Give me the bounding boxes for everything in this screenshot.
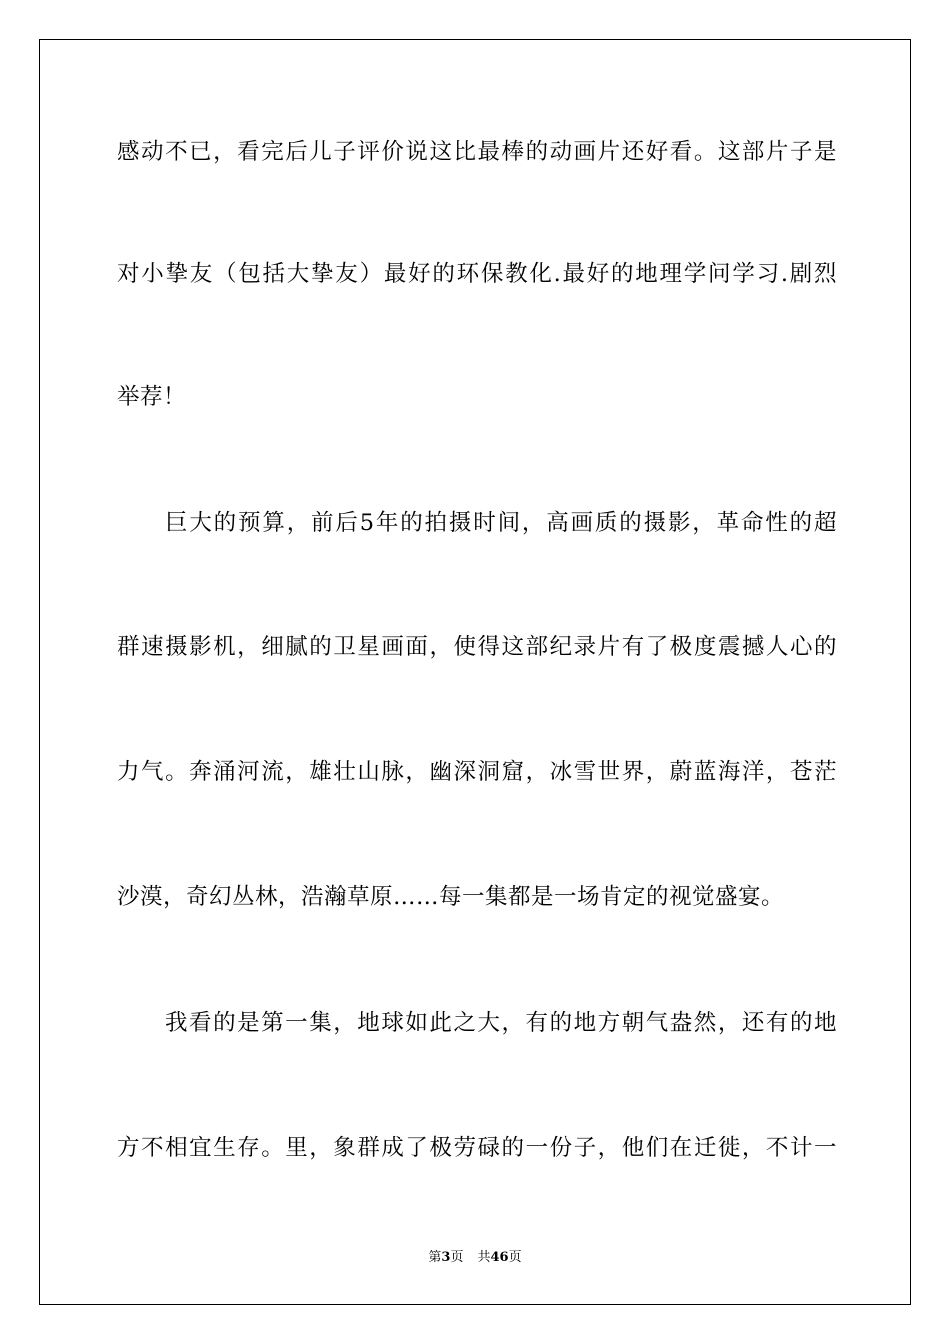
page-footer	[0, 1246, 950, 1265]
text-line: 力气。奔涌河流，雄壮山脉，幽深洞窟，冰雪世界，蔚蓝海洋，苍茫	[117, 759, 837, 785]
page-border	[39, 39, 911, 1305]
page-label-prefix: 第	[428, 1250, 442, 1265]
page-label-suffix: 页	[450, 1250, 464, 1265]
text-line: 方不相宜生存。里，象群成了极劳碌的一份子，他们在迁徙，不计一	[117, 1135, 837, 1161]
text-line: 我看的是第一集，地球如此之大，有的地方朝气盎然，还有的地	[165, 1010, 837, 1036]
text-line: 举荐！	[117, 384, 187, 410]
total-pages: 46	[490, 1250, 509, 1265]
total-label-suffix: 页	[508, 1250, 522, 1265]
text-line: 群速摄影机，细腻的卫星画面，使得这部纪录片有了极度震撼人心的	[117, 634, 837, 660]
page-number: 3	[441, 1250, 451, 1265]
text-line: 巨大的预算，前后5年的拍摄时间，高画质的摄影，革命性的超	[165, 510, 837, 536]
text-line: 沙漠，奇幻丛林，浩瀚草原……每一集都是一场肯定的视觉盛宴。	[117, 884, 785, 910]
total-label-prefix: 共	[477, 1250, 491, 1265]
text-line: 感动不已，看完后儿子评价说这比最棒的动画片还好看。这部片子是	[117, 139, 837, 165]
text-line: 对小挚友（包括大挚友）最好的环保教化.最好的地理学问学习.剧烈	[117, 261, 837, 287]
